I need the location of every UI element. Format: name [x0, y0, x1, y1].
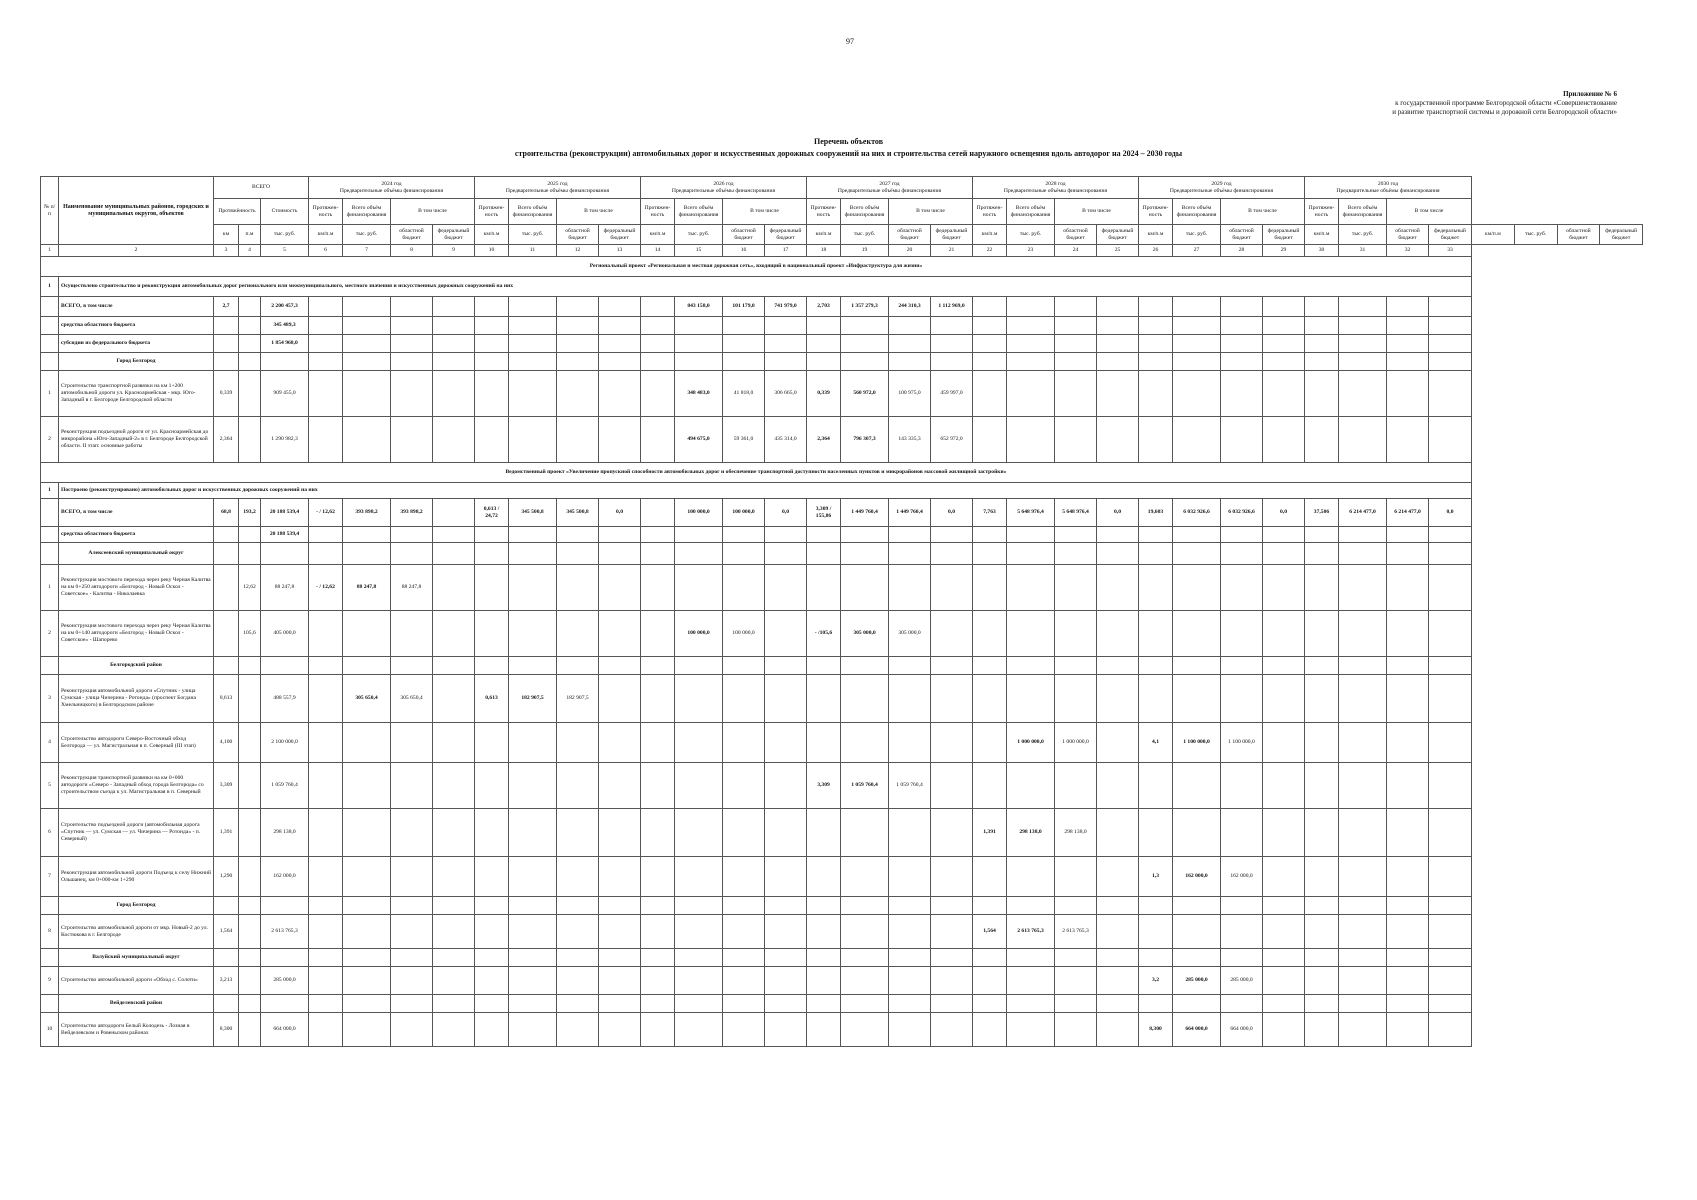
cell: 0,613 / 24,72 — [475, 499, 509, 527]
cell: 193,2 — [239, 499, 261, 527]
cell: 306 665,0 — [765, 371, 807, 417]
col-number: 32 — [1387, 245, 1429, 257]
cell: 6 214 477,0 — [1339, 499, 1387, 527]
row-label: субсидии из федерального бюджета — [59, 335, 214, 353]
column-numbers-row — [41, 245, 1643, 257]
document-title — [0, 136, 1697, 160]
cell: 560 972,0 — [841, 371, 889, 417]
col-number: 25 — [1097, 245, 1139, 257]
cell: 162 000,0 — [261, 857, 309, 897]
cell: 741 979,0 — [765, 297, 807, 317]
cell: 2 613 765,3 — [261, 915, 309, 949]
col-number: 6 — [309, 245, 343, 257]
cell: 59 361,0 — [723, 417, 765, 463]
cell: 1 000 000,0 — [1007, 723, 1055, 763]
hdr-rub: тыс. руб. — [261, 225, 309, 245]
table-row — [41, 371, 1643, 417]
cell: 8,300 — [214, 1013, 239, 1047]
col-number: 26 — [1139, 245, 1173, 257]
row-number: 4 — [41, 723, 59, 763]
cell: 298 138,0 — [1007, 809, 1055, 857]
cell: 2 613 765,3 — [1007, 915, 1055, 949]
col-number: 28 — [1221, 245, 1263, 257]
hdr-y-incl: В том числе — [391, 199, 475, 225]
cell: 1 100 000,0 — [1173, 723, 1221, 763]
row-number: 2 — [41, 611, 59, 657]
objects-table — [40, 176, 1643, 1047]
cell: 244 310,3 — [889, 297, 931, 317]
col-number: 1 — [41, 245, 59, 257]
hdr-federal: федеральный бюджет — [1097, 225, 1139, 245]
group-label: Алексеевский муниципальный округ — [59, 543, 214, 565]
hdr-regional: областной бюджет — [1221, 225, 1263, 245]
table-row — [41, 723, 1643, 763]
object-name: Строительство транспортной развязки на км 1+200 автомобильной дороги ул. Красноармейская - мкр. Юго-Западный в г. Белгороде Белгородской области — [59, 371, 214, 417]
hdr-federal: федеральный бюджет — [433, 225, 475, 245]
hdr-unit: км/п.м — [1472, 225, 1515, 245]
cell: 3,309 — [214, 763, 239, 809]
cell: 1 449 760,4 — [889, 499, 931, 527]
table-row — [41, 335, 1643, 353]
row-number: 7 — [41, 857, 59, 897]
cell: 0,613 — [214, 675, 239, 723]
col-number: 29 — [1263, 245, 1305, 257]
col-number: 3 — [214, 245, 239, 257]
hdr-federal: федеральный бюджет — [599, 225, 641, 245]
cell: - / 12,62 — [309, 499, 343, 527]
appendix-line-1: к государственной программе Белгородской области «Совершенствование — [1395, 99, 1617, 107]
table-row — [41, 297, 1643, 317]
hdr-regional: областной бюджет — [1557, 225, 1600, 245]
cell: 1 357 279,3 — [841, 297, 889, 317]
col-number: 18 — [807, 245, 841, 257]
hdr-unit: км/п.м — [309, 225, 343, 245]
cell: 3,2 — [1139, 967, 1173, 995]
cell: 101 179,0 — [723, 297, 765, 317]
col-number: 9 — [433, 245, 475, 257]
group-label: Город Белгород — [59, 353, 214, 371]
appendix-line-2: и развитие транспортной системы и дорожной сети Белгородской области» — [1392, 108, 1617, 116]
hdr-y-length: Протяжен-ность — [1305, 199, 1339, 225]
object-name: Строительство автодороги Северо-Восточный обход Белгорода — ул. Магистральная в п. Северный (III этап) — [59, 723, 214, 763]
cell: 6 214 477,0 — [1387, 499, 1429, 527]
object-name: Строительство автодороги Белый Колодезь - Лозная в Вейделевском и Ровеньском районах — [59, 1013, 214, 1047]
cell: 1 059 760,4 — [889, 763, 931, 809]
hdr-year-2030: 2030 год Предварительные объёмы финансирования — [1305, 177, 1472, 199]
row-number: 9 — [41, 967, 59, 995]
hdr-y-length: Протяжен-ность — [807, 199, 841, 225]
hdr-unit: км/п.м — [1139, 225, 1173, 245]
hdr-year-2024: 2024 год Предварительные объёмы финансирования — [309, 177, 475, 199]
cell: 909 455,0 — [261, 371, 309, 417]
cell: 1,391 — [214, 809, 239, 857]
cell: 7,763 — [973, 499, 1007, 527]
row-number: 5 — [41, 763, 59, 809]
object-name: Реконструкция мостового перехода через реку Черная Калитва на км 0+250 автодороги «Белгород - Новый Оскол - Советское» - Калитва - Николаевка — [59, 565, 214, 611]
hdr-federal: федеральный бюджет — [765, 225, 807, 245]
col-number: 12 — [557, 245, 599, 257]
cell: 41 818,0 — [723, 371, 765, 417]
table-row — [41, 417, 1643, 463]
cell: 100 000,0 — [675, 499, 723, 527]
cell: 305 000,0 — [889, 611, 931, 657]
cell: 88 247,8 — [261, 565, 309, 611]
hdr-federal: федеральный бюджет — [1429, 225, 1472, 245]
group-label: Валуйский муниципальный округ — [59, 949, 214, 967]
cell: 664 000,0 — [1173, 1013, 1221, 1047]
cell: 88 247,8 — [391, 565, 433, 611]
hdr-pm: п.м — [239, 225, 261, 245]
hdr-y-total: Всего объём финансирования — [1173, 199, 1221, 225]
hdr-num: № п/п — [41, 177, 59, 245]
table-row — [41, 1013, 1643, 1047]
cell: 2,7 — [214, 297, 239, 317]
hdr-federal: федеральный бюджет — [931, 225, 973, 245]
object-name: Строительство подъездной дороги (автомобильная дорога «Спутник — ул. Сумская — ул. Чичерина — Ротонда» - п. Северный) — [59, 809, 214, 857]
hdr-regional: областной бюджет — [1387, 225, 1429, 245]
hdr-year-2029: 2029 год Предварительные объёмы финансирования — [1139, 177, 1305, 199]
cell: 143 335,3 — [889, 417, 931, 463]
table-row — [41, 967, 1643, 995]
hdr-unit: км/п.м — [807, 225, 841, 245]
group-row — [41, 995, 1643, 1013]
hdr-rub: тыс. руб. — [675, 225, 723, 245]
group-row — [41, 543, 1643, 565]
col-number: 20 — [889, 245, 931, 257]
cell: 1 100 000,0 — [1221, 723, 1263, 763]
title-line-1: Перечень объектов — [813, 137, 884, 146]
hdr-federal: федеральный бюджет — [1600, 225, 1643, 245]
hdr-y-incl: В том числе — [557, 199, 641, 225]
table-row — [41, 809, 1643, 857]
hdr-y-total: Всего объём финансирования — [675, 199, 723, 225]
cell: 88 247,8 — [343, 565, 391, 611]
group-row — [41, 353, 1643, 371]
cell: 1 449 760,4 — [841, 499, 889, 527]
cell: 0,0 — [599, 499, 641, 527]
appendix-title: Приложение № 6 — [1563, 90, 1617, 98]
cell: 3,309 — [807, 763, 841, 809]
cell: 0,339 — [214, 371, 239, 417]
object-name: Реконструкция транспортной развязки на км 0+000 автодороги «Северо - Западный обход города Белгорода» со строительством съезда к ул. Магистральная в п. Северный — [59, 763, 214, 809]
cell: 1 059 760,4 — [261, 763, 309, 809]
cell: 305 650,4 — [343, 675, 391, 723]
table-row — [41, 675, 1643, 723]
hdr-year-2026: 2026 год Предварительные объёмы финансирования — [641, 177, 807, 199]
cell: 345 500,8 — [557, 499, 599, 527]
cell: - /105,6 — [807, 611, 841, 657]
col-number: 22 — [973, 245, 1007, 257]
cell: 285 000,0 — [261, 967, 309, 995]
cell: 2,703 — [807, 297, 841, 317]
cell: 3,309 / 155,86 — [807, 499, 841, 527]
row-number: 3 — [41, 675, 59, 723]
object-name: Реконструкция мостового перехода через реку Черная Калитва на км 0+140 автодороги «Белгород - Новый Оскол - Советское» - Шапорево — [59, 611, 214, 657]
hdr-y-incl: В том числе — [1055, 199, 1139, 225]
col-number: 21 — [931, 245, 973, 257]
col-number: 24 — [1055, 245, 1097, 257]
hdr-y-incl: В том числе — [889, 199, 973, 225]
col-number: 14 — [641, 245, 675, 257]
task-heading: Построено (реконструировано) автомобильных дорог и искусственных дорожных сооружений на них — [59, 483, 1472, 499]
cell: 162 000,0 — [1221, 857, 1263, 897]
hdr-rub: тыс. руб. — [1007, 225, 1055, 245]
cell: 298 138,0 — [261, 809, 309, 857]
group-row — [41, 949, 1643, 967]
cell: 182 907,5 — [557, 675, 599, 723]
cell: 345 489,3 — [261, 317, 309, 335]
cell: 1 059 760,4 — [841, 763, 889, 809]
col-number: 13 — [599, 245, 641, 257]
col-number: 17 — [765, 245, 807, 257]
cell: 3,213 — [214, 967, 239, 995]
hdr-rub: тыс. руб. — [343, 225, 391, 245]
hdr-unit: км/п.м — [973, 225, 1007, 245]
cell: 0,0 — [1429, 499, 1472, 527]
cell: 652 972,0 — [931, 417, 973, 463]
hdr-y-length: Протяжен-ность — [1139, 199, 1173, 225]
row-number: 8 — [41, 915, 59, 949]
cell: 6 032 926,6 — [1221, 499, 1263, 527]
hdr-total: ВСЕГО — [214, 177, 309, 199]
cell: 2,364 — [807, 417, 841, 463]
hdr-y-total: Всего объём финансирования — [1007, 199, 1055, 225]
hdr-year-2028: 2028 год Предварительные объёмы финансирования — [973, 177, 1139, 199]
cell: 393 898,2 — [391, 499, 433, 527]
col-number: 27 — [1173, 245, 1221, 257]
row-label: средства областного бюджета — [59, 527, 214, 543]
col-number: 4 — [239, 245, 261, 257]
cell: 6 032 926,6 — [1173, 499, 1221, 527]
cell: - / 12,62 — [309, 565, 343, 611]
cell: 285 000,0 — [1173, 967, 1221, 995]
cell: 393 898,2 — [343, 499, 391, 527]
table-row — [41, 499, 1643, 527]
hdr-y-total: Всего объём финансирования — [1339, 199, 1387, 225]
cell: 105,6 — [239, 611, 261, 657]
hdr-year-2025: 2025 год Предварительные объёмы финансирования — [475, 177, 641, 199]
hdr-y-total: Всего объём финансирования — [343, 199, 391, 225]
hdr-regional: областной бюджет — [557, 225, 599, 245]
hdr-cost: Стоимость — [261, 199, 309, 225]
cell: 1 854 968,0 — [261, 335, 309, 353]
cell: 2 100 000,0 — [261, 723, 309, 763]
table-row — [41, 527, 1643, 543]
cell: 1 112 969,0 — [931, 297, 973, 317]
total-label: ВСЕГО, в том числе — [59, 499, 214, 527]
cell: 0,0 — [1097, 499, 1139, 527]
cell: 0,339 — [807, 371, 841, 417]
hdr-regional: областной бюджет — [723, 225, 765, 245]
col-number: 5 — [261, 245, 309, 257]
cell: 100 000,0 — [675, 611, 723, 657]
hdr-y-length: Протяжен-ность — [309, 199, 343, 225]
hdr-regional: областной бюджет — [391, 225, 433, 245]
cell: 12,62 — [239, 565, 261, 611]
page-number: 97 — [846, 37, 854, 46]
cell: 4,1 — [1139, 723, 1173, 763]
cell: 0,0 — [765, 499, 807, 527]
group-label: Белгородский район — [59, 657, 214, 675]
cell: 37,506 — [1305, 499, 1339, 527]
col-number: 23 — [1007, 245, 1055, 257]
hdr-y-incl: В том числе — [1221, 199, 1305, 225]
col-number: 16 — [723, 245, 765, 257]
col-number: 33 — [1429, 245, 1472, 257]
cell: 182 907,5 — [509, 675, 557, 723]
cell: 796 307,3 — [841, 417, 889, 463]
task-number: 1 — [41, 277, 59, 297]
hdr-unit: км/п.м — [1305, 225, 1339, 245]
appendix-block — [1257, 90, 1617, 117]
group-row — [41, 897, 1643, 915]
cell: 843 158,0 — [675, 297, 723, 317]
cell: 348 483,0 — [675, 371, 723, 417]
hdr-y-total: Всего объём финансирования — [841, 199, 889, 225]
hdr-length: Протяжённость — [214, 199, 261, 225]
row-number: 1 — [41, 371, 59, 417]
hdr-rub: тыс. руб. — [841, 225, 889, 245]
cell: 1,391 — [973, 809, 1007, 857]
col-number: 10 — [475, 245, 509, 257]
cell: 0,0 — [1263, 499, 1305, 527]
cell: 1,564 — [973, 915, 1007, 949]
task-heading: Осуществлено строительство и реконструкция автомобильных дорог регионального или межмуниципального, местного значения и искусственных дорожных сооружений на них — [59, 277, 1472, 297]
cell: 664 000,0 — [261, 1013, 309, 1047]
cell: 100 000,0 — [723, 499, 765, 527]
hdr-federal: федеральный бюджет — [1263, 225, 1305, 245]
cell: 298 138,0 — [1055, 809, 1097, 857]
hdr-year-2027: 2027 год Предварительные объёмы финансирования — [807, 177, 973, 199]
row-number: 6 — [41, 809, 59, 857]
cell: 19,603 — [1139, 499, 1173, 527]
hdr-unit: км/п.м — [475, 225, 509, 245]
row-label: средства областного бюджета — [59, 317, 214, 335]
cell: 1,290 — [214, 857, 239, 897]
row-number: 1 — [41, 565, 59, 611]
group-label: Вейделевский район — [59, 995, 214, 1013]
group-label: Город Белгород — [59, 897, 214, 915]
hdr-regional: областной бюджет — [889, 225, 931, 245]
cell: 405 000,0 — [261, 611, 309, 657]
col-number: 31 — [1339, 245, 1387, 257]
cell: 1 290 982,3 — [261, 417, 309, 463]
cell: 2 613 765,3 — [1055, 915, 1097, 949]
col-number: 30 — [1305, 245, 1339, 257]
cell: 8,300 — [1139, 1013, 1173, 1047]
table-row — [41, 317, 1643, 335]
cell: 100 975,0 — [889, 371, 931, 417]
table-row — [41, 915, 1643, 949]
cell: 0,0 — [931, 499, 973, 527]
col-number: 2 — [59, 245, 214, 257]
task-number: 1 — [41, 483, 59, 499]
hdr-rub: тыс. руб. — [1514, 225, 1557, 245]
cell: 459 997,0 — [931, 371, 973, 417]
object-name: Реконструкция автомобильной дороги «Спутник - улица Сумская - улица Чичерина - Ротонда» (проспект Богдана Хмельницкого) в Белгородском районе — [59, 675, 214, 723]
cell: 345 500,8 — [509, 499, 557, 527]
cell: 5 648 976,4 — [1007, 499, 1055, 527]
cell: 1,3 — [1139, 857, 1173, 897]
col-number: 19 — [841, 245, 889, 257]
table-row — [41, 857, 1643, 897]
cell: 68,8 — [214, 499, 239, 527]
hdr-rub: тыс. руб. — [1339, 225, 1387, 245]
cell: 2 200 457,3 — [261, 297, 309, 317]
hdr-y-length: Протяжен-ность — [641, 199, 675, 225]
col-number: 7 — [343, 245, 391, 257]
table-row — [41, 611, 1643, 657]
object-name: Реконструкция автомобильной дороги Подъезд к селу Нижний Ольшанец, км 0+000-км 1+290 — [59, 857, 214, 897]
object-name: Реконструкция подъездной дороги от ул. Красноармейская до микрорайона «Юго-Западный-2» в г. Белгороде Белгородской области. II этап: основные работы — [59, 417, 214, 463]
cell: 285 000,0 — [1221, 967, 1263, 995]
table-row — [41, 565, 1643, 611]
col-number: 11 — [509, 245, 557, 257]
regional-project-heading: Региональный проект «Региональная и местная дорожная сеть», входящий в национальный проект «Инфраструктура для жизни» — [41, 257, 1472, 277]
hdr-y-length: Протяжен-ность — [973, 199, 1007, 225]
hdr-y-incl: В том числе — [723, 199, 807, 225]
hdr-rub: тыс. руб. — [1173, 225, 1221, 245]
table-row — [41, 763, 1643, 809]
cell: 305 000,0 — [841, 611, 889, 657]
group-row — [41, 657, 1643, 675]
departmental-project-heading: Ведомственный проект «Увеличение пропускной способности автомобильных дорог и обеспечение транспортной доступности населенных пунктов и микрорайонов массовой жилищной застройки» — [41, 463, 1472, 483]
cell: 305 650,4 — [391, 675, 433, 723]
col-number: 15 — [675, 245, 723, 257]
col-number: 8 — [391, 245, 433, 257]
cell: 0,613 — [475, 675, 509, 723]
title-line-2: строительства (реконструкции) автомобильных дорог и искусственных дорожных сооружений на них и строительства сетей наружного освещения вдоль автодорог на 2024 – 2030 годы — [514, 149, 1183, 158]
total-label: ВСЕГО, в том числе — [59, 297, 214, 317]
hdr-unit: км/п.м — [641, 225, 675, 245]
hdr-rub: тыс. руб. — [509, 225, 557, 245]
object-name: Строительство автомобильной дороги от мкр. Новый-2 до ул. Костюкова в г. Белгороде — [59, 915, 214, 949]
cell: 1 000 000,0 — [1055, 723, 1097, 763]
hdr-name: Наименование муниципальных районов, городских и муниципальных округов, объектов — [59, 177, 214, 245]
hdr-y-length: Протяжен-ность — [475, 199, 509, 225]
hdr-y-total: Всего объём финансирования — [509, 199, 557, 225]
cell: 5 648 976,4 — [1055, 499, 1097, 527]
cell: 4,100 — [214, 723, 239, 763]
hdr-y-incl: В том числе — [1387, 199, 1472, 225]
hdr-regional: областной бюджет — [1055, 225, 1097, 245]
object-name: Строительство автомобильной дороги «Обход с. Солоти» — [59, 967, 214, 995]
cell: 20 188 539,4 — [261, 499, 309, 527]
cell: 100 000,0 — [723, 611, 765, 657]
row-number: 10 — [41, 1013, 59, 1047]
cell: 435 314,0 — [765, 417, 807, 463]
cell: 488 557,9 — [261, 675, 309, 723]
cell: 2,364 — [214, 417, 239, 463]
cell: 20 188 539,4 — [261, 527, 309, 543]
cell: 162 000,0 — [1173, 857, 1221, 897]
hdr-km: км — [214, 225, 239, 245]
row-number: 2 — [41, 417, 59, 463]
cell: 1,564 — [214, 915, 239, 949]
cell: 494 675,0 — [675, 417, 723, 463]
cell: 664 000,0 — [1221, 1013, 1263, 1047]
